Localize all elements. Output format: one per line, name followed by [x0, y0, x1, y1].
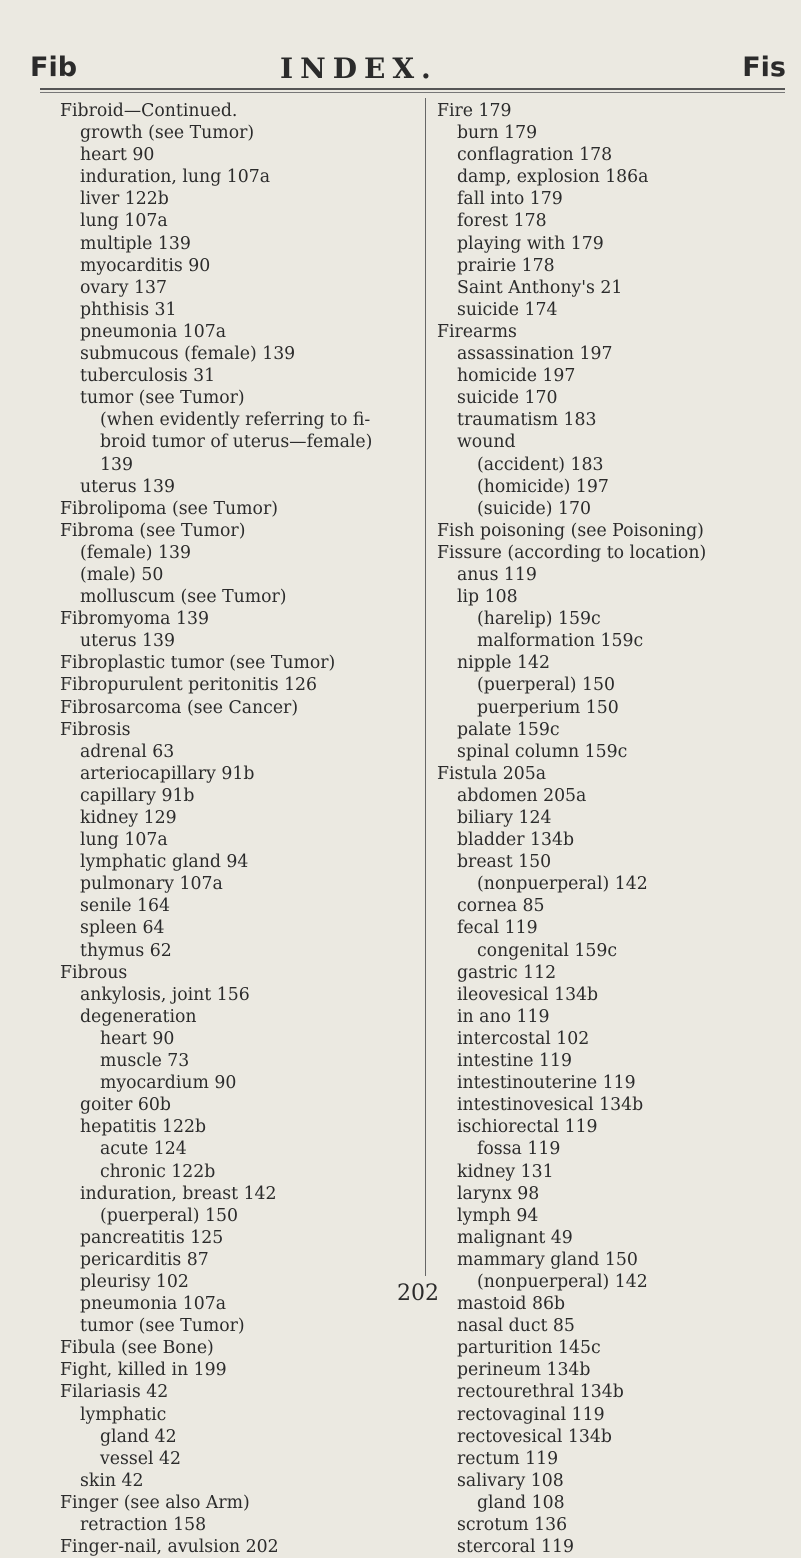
index-entry: ileovesical 134b: [457, 984, 599, 1005]
index-entry: perineum 134b: [457, 1360, 591, 1381]
index-entry: tumor (see Tumor): [80, 1316, 245, 1337]
index-entry: puerperium 150: [477, 697, 619, 718]
index-entry: muscle 73: [100, 1051, 190, 1072]
index-entry: Finger (see also Arm): [60, 1492, 250, 1513]
index-entry: Fibromyoma 139: [60, 609, 209, 630]
index-entry: lip 108: [457, 587, 518, 608]
page-number: 202: [397, 1281, 439, 1306]
index-entry: (harelip) 159c: [477, 609, 601, 630]
index-entry: wound: [457, 432, 516, 453]
index-entry: playing with 179: [457, 233, 604, 254]
index-entry: liver 122b: [80, 189, 169, 210]
index-entry: bladder 134b: [457, 830, 575, 851]
index-entry: lymphatic: [80, 1404, 167, 1425]
index-entry: intestinovesical 134b: [457, 1095, 644, 1116]
index-entry: burn 179: [457, 123, 538, 144]
index-entry: pneumonia 107a: [80, 321, 227, 342]
index-entry: (homicide) 197: [477, 476, 609, 497]
index-entry: Fight, killed in 199: [60, 1360, 227, 1381]
index-entry: gastric 112: [457, 962, 557, 983]
index-entry: uterus 139: [80, 476, 176, 497]
index-entry: abdomen 205a: [457, 785, 587, 806]
index-entry: 139: [100, 454, 133, 475]
index-entry: degeneration: [80, 1006, 197, 1027]
index-entry: lung 107a: [80, 211, 168, 232]
index-entry: prairie 178: [457, 255, 555, 276]
index-entry: Fibrous: [60, 962, 128, 983]
index-entry: retraction 158: [80, 1515, 207, 1535]
index-entry: scrotum 136: [457, 1515, 568, 1535]
index-entry: Fibroma (see Tumor): [60, 520, 246, 541]
index-entry: pancreatitis 125: [80, 1227, 224, 1248]
index-entry: rectovaginal 119: [457, 1404, 605, 1425]
index-column-right: [437, 100, 777, 1558]
index-entry: fecal 119: [457, 918, 538, 939]
index-entry: (male) 50: [80, 564, 164, 585]
index-entry: capillary 91b: [80, 785, 195, 806]
index-entry: forest 178: [457, 211, 547, 232]
index-entry: fossa 119: [477, 1139, 561, 1160]
index-entry: rectum 119: [457, 1448, 559, 1469]
index-entry: ischiorectal 119: [457, 1117, 598, 1138]
index-entry: (when evidently referring to fi-: [100, 410, 371, 431]
index-entry: kidney 129: [80, 808, 177, 828]
index-entry: spinal column 159c: [457, 741, 628, 762]
index-entry: anus 119: [457, 564, 537, 585]
index-entry: intercostal 102: [457, 1028, 590, 1049]
index-entry: multiple 139: [80, 233, 191, 254]
index-entry: Fissure (according to location): [437, 542, 707, 563]
index-entry: gland 108: [477, 1492, 565, 1513]
index-entry: ovary 137: [80, 277, 167, 298]
index-entry: gland 42: [100, 1426, 177, 1447]
index-entry: malformation 159c: [477, 631, 644, 652]
index-entry: Saint Anthony's 21: [457, 277, 623, 298]
header-left-guide-word: Fib: [30, 52, 78, 83]
header-right-guide-word: Fis: [742, 52, 786, 83]
index-entry: Filariasis 42: [60, 1382, 169, 1403]
index-entry: submucous (female) 139: [80, 344, 296, 365]
index-entry: salivary 108: [457, 1470, 564, 1491]
index-entry: larynx 98: [457, 1183, 540, 1204]
index-entry: cornea 85: [457, 896, 545, 917]
index-entry: Fibropurulent peritonitis 126: [60, 675, 318, 696]
index-entry: broid tumor of uterus—female): [100, 432, 373, 453]
index-entry: heart 90: [80, 145, 155, 166]
index-entry: molluscum (see Tumor): [80, 587, 287, 608]
index-entry: mammary gland 150: [457, 1249, 638, 1270]
index-entry: (accident) 183: [477, 454, 604, 475]
index-entry: ankylosis, joint 156: [80, 984, 250, 1005]
index-entry: Fire 179: [437, 101, 512, 121]
header-rule: [40, 88, 785, 90]
index-entry: conflagration 178: [457, 145, 613, 166]
index-entry: Fibrosis: [60, 719, 131, 740]
index-entry: myocarditis 90: [80, 255, 211, 276]
index-entry: lymph 94: [457, 1205, 539, 1226]
header-title: INDEX.: [280, 52, 438, 85]
index-entry: pericarditis 87: [80, 1249, 209, 1270]
index-entry: goiter 60b: [80, 1095, 171, 1116]
index-entry: induration, lung 107a: [80, 167, 271, 188]
index-entry: pneumonia 107a: [80, 1294, 227, 1315]
index-entry: tumor (see Tumor): [80, 388, 245, 409]
column-divider: [425, 98, 426, 1276]
index-entry: skin 42: [80, 1470, 144, 1491]
index-entry: damp, explosion 186a: [457, 167, 649, 188]
index-entry: rectovesical 134b: [457, 1426, 612, 1447]
index-entry: nasal duct 85: [457, 1316, 575, 1337]
index-entry: Finger-nail, avulsion 202: [60, 1537, 279, 1558]
index-entry: intestine 119: [457, 1051, 573, 1072]
index-entry: parturition 145c: [457, 1338, 601, 1359]
index-entry: (female) 139: [80, 542, 192, 563]
index-entry: Fish poisoning (see Poisoning): [437, 520, 704, 541]
index-entry: pleurisy 102: [80, 1271, 189, 1292]
index-entry: Fibrosarcoma (see Cancer): [60, 697, 299, 718]
index-entry: Fibroid—Continued.: [60, 101, 238, 121]
index-entry: mastoid 86b: [457, 1294, 566, 1315]
index-entry: acute 124: [100, 1139, 187, 1160]
index-entry: vessel 42: [100, 1448, 181, 1469]
index-entry: suicide 170: [457, 388, 558, 409]
index-entry: arteriocapillary 91b: [80, 763, 255, 784]
index-entry: chronic 122b: [100, 1161, 216, 1182]
index-entry: homicide 197: [457, 366, 576, 387]
index-entry: assassination 197: [457, 344, 613, 365]
index-entry: suicide 174: [457, 299, 558, 320]
index-entry: Fistula 205a: [437, 763, 547, 784]
index-entry: nipple 142: [457, 653, 551, 674]
index-entry: myocardium 90: [100, 1073, 237, 1094]
index-entry: heart 90: [100, 1028, 175, 1049]
index-entry: spleen 64: [80, 918, 165, 939]
index-entry: adrenal 63: [80, 741, 175, 762]
index-entry: rectourethral 134b: [457, 1382, 624, 1403]
index-entry: lymphatic gland 94: [80, 852, 249, 873]
index-entry: phthisis 31: [80, 299, 177, 320]
index-entry: Fibula (see Bone): [60, 1338, 214, 1359]
index-entry: hepatitis 122b: [80, 1117, 207, 1138]
index-entry: malignant 49: [457, 1227, 573, 1248]
index-entry: tuberculosis 31: [80, 366, 216, 387]
index-entry: growth (see Tumor): [80, 123, 255, 144]
index-entry: palate 159c: [457, 719, 560, 740]
index-entry: uterus 139: [80, 631, 176, 652]
index-entry: fall into 179: [457, 189, 563, 210]
index-entry: kidney 131: [457, 1161, 554, 1182]
index-entry: Fibroplastic tumor (see Tumor): [60, 653, 336, 674]
index-entry: congenital 159c: [477, 940, 618, 961]
index-entry: biliary 124: [457, 808, 552, 828]
index-entry: lung 107a: [80, 830, 168, 851]
index-entry: senile 164: [80, 896, 170, 917]
header-rule-thin: [40, 92, 785, 93]
index-entry: (puerperal) 150: [100, 1205, 239, 1226]
index-entry: traumatism 183: [457, 410, 597, 431]
index-entry: thymus 62: [80, 940, 172, 961]
index-entry: (nonpuerperal) 142: [477, 1271, 648, 1292]
index-entry: (nonpuerperal) 142: [477, 874, 648, 895]
index-entry: breast 150: [457, 852, 552, 873]
index-column-left: [60, 100, 415, 1558]
index-entry: (puerperal) 150: [477, 675, 616, 696]
index-entry: Firearms: [437, 321, 517, 342]
index-entry: induration, breast 142: [80, 1183, 277, 1204]
index-entry: (suicide) 170: [477, 498, 591, 519]
index-entry: in ano 119: [457, 1006, 550, 1027]
index-entry: pulmonary 107a: [80, 874, 223, 895]
index-entry: intestinouterine 119: [457, 1073, 636, 1094]
index-entry: Fibrolipoma (see Tumor): [60, 498, 278, 519]
index-entry: stercoral 119: [457, 1537, 574, 1558]
